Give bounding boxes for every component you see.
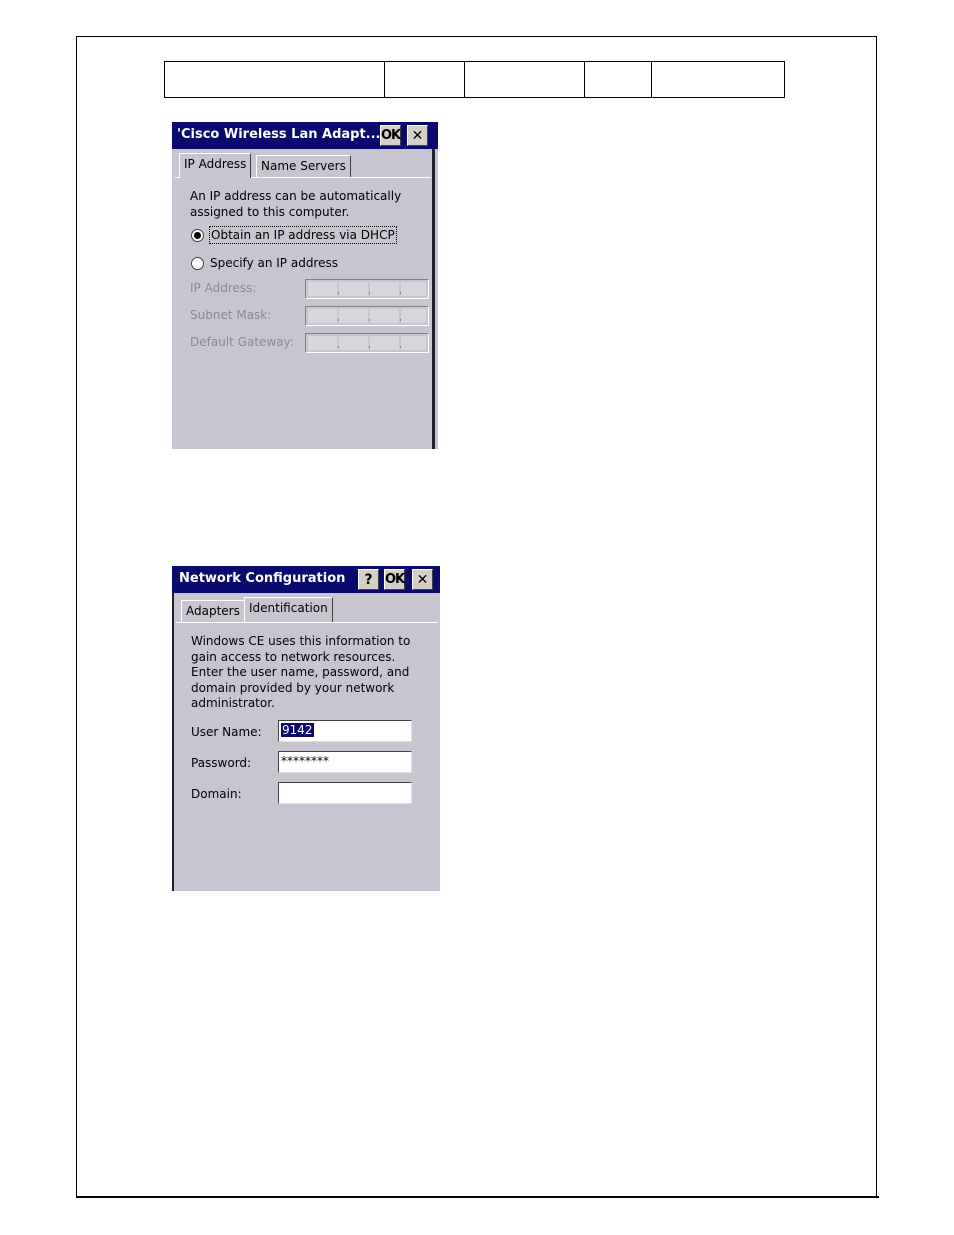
specify-ip-radio-label[interactable]: Specify an IP address — [210, 256, 338, 270]
domain-input[interactable] — [278, 782, 412, 804]
dialog-title: Network Configuration — [179, 571, 346, 586]
tab-adapters[interactable]: Adapters — [181, 600, 245, 622]
ok-button[interactable]: OK — [380, 125, 401, 146]
specify-ip-radio[interactable] — [191, 257, 204, 270]
dhcp-radio-label[interactable]: Obtain an IP address via DHCP — [211, 228, 395, 242]
header-cell — [652, 62, 785, 98]
password-label: Password: — [191, 756, 252, 770]
identification-description: administrator. — [191, 696, 275, 710]
header-cell — [465, 62, 585, 98]
password-input[interactable]: ******** — [278, 751, 412, 773]
ip-address-label: IP Address: — [190, 281, 257, 295]
user-name-value: 9142 — [282, 723, 313, 737]
default-gateway-input — [305, 333, 429, 353]
help-button[interactable]: ? — [358, 569, 379, 590]
close-icon[interactable]: ✕ — [412, 569, 433, 590]
tab-ip-address[interactable]: IP Address — [179, 153, 251, 178]
identification-description: domain provided by your network — [191, 681, 395, 695]
dialog-title: 'Cisco Wireless Lan Adapt... — [177, 127, 381, 142]
ip-settings-dialog — [172, 122, 438, 449]
ok-button[interactable]: OK — [384, 569, 405, 590]
dhcp-description-line2: assigned to this computer. — [190, 205, 350, 219]
dialog-titlebar — [172, 566, 440, 593]
header-table — [164, 61, 785, 98]
header-cell — [585, 62, 652, 98]
header-cell — [385, 62, 465, 98]
identification-description: gain access to network resources. — [191, 650, 396, 664]
network-config-dialog — [172, 566, 440, 891]
subnet-mask-input — [305, 306, 429, 326]
default-gateway-label: Default Gateway: — [190, 335, 294, 349]
user-name-input[interactable] — [278, 720, 412, 742]
dhcp-description-line1: An IP address can be automatically — [190, 189, 402, 203]
domain-label: Domain: — [191, 787, 242, 801]
subnet-mask-label: Subnet Mask: — [190, 308, 272, 322]
close-icon[interactable]: ✕ — [407, 125, 428, 146]
user-name-label: User Name: — [191, 725, 262, 739]
dhcp-radio[interactable] — [191, 229, 204, 242]
header-cell — [165, 62, 385, 98]
page-bottom-rule — [76, 1196, 879, 1198]
identification-description: Windows CE uses this information to — [191, 634, 411, 648]
dialog-left-edge — [172, 593, 174, 891]
dialog-right-edge — [432, 149, 435, 449]
tab-identification[interactable]: Identification — [244, 597, 333, 622]
ip-address-input — [305, 279, 429, 299]
tab-name-servers[interactable]: Name Servers — [256, 155, 351, 177]
dialog-titlebar — [172, 122, 438, 149]
identification-description: Enter the user name, password, and — [191, 665, 410, 679]
